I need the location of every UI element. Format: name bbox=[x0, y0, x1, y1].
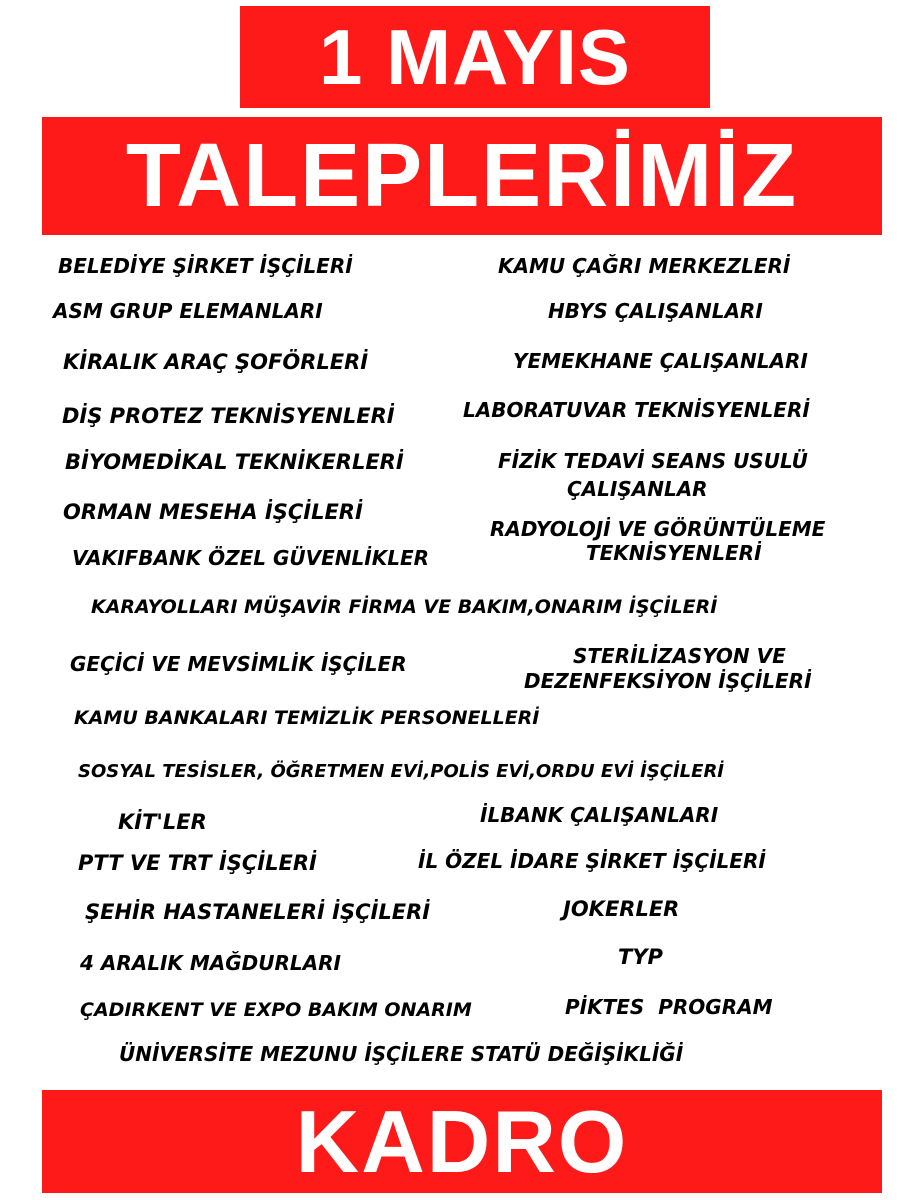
demand-right-4: LABORATUVAR TEKNİSYENLERİ bbox=[463, 398, 810, 422]
demand-left-5: BİYOMEDİKAL TEKNİKERLERİ bbox=[65, 450, 404, 474]
demand-right-7b: DEZENFEKSİYON İŞÇİLERİ bbox=[524, 669, 812, 693]
demand-right-11: TYP bbox=[618, 945, 663, 969]
demand-right-5b: ÇALIŞANLAR bbox=[567, 477, 708, 501]
header-title-line2: TALEPLERİMİZ bbox=[125, 125, 799, 226]
demand-right-8: İLBANK ÇALIŞANLARI bbox=[480, 803, 719, 827]
footer-banner-kadro bbox=[42, 1090, 882, 1193]
demand-right-6b: TEKNİSYENLERİ bbox=[586, 541, 762, 565]
demand-left-8: GEÇİCİ VE MEVSİMLİK İŞÇİLER bbox=[70, 652, 407, 676]
demand-left-6: ORMAN MESEHA İŞÇİLERİ bbox=[63, 500, 363, 524]
demand-right-1: KAMU ÇAĞRI MERKEZLERİ bbox=[498, 254, 791, 278]
demand-left-14: ÇADIRKENT VE EXPO BAKIM ONARIM bbox=[80, 999, 472, 1021]
demand-wide-3: ÜNİVERSİTE MEZUNU İŞÇİLERE STATÜ DEĞİŞİKLİĞİ bbox=[119, 1042, 684, 1066]
header-title-line1: 1 MAYIS bbox=[319, 12, 631, 101]
demand-right-3: YEMEKHANE ÇALIŞANLARI bbox=[513, 349, 808, 373]
footer-label: KADRO bbox=[295, 1091, 629, 1191]
header-banner-1-mayis bbox=[240, 6, 710, 108]
demand-left-7: VAKIFBANK ÖZEL GÜVENLİKLER bbox=[72, 546, 430, 570]
demand-left-10: KİT'LER bbox=[118, 810, 207, 834]
demand-left-11: PTT VE TRT İŞÇİLERİ bbox=[78, 851, 317, 875]
demand-left-1: BELEDİYE ŞİRKET İŞÇİLERİ bbox=[58, 254, 353, 278]
demand-left-9: KAMU BANKALARI TEMİZLİK PERSONELLERİ bbox=[74, 707, 540, 729]
header-banner-taleplerimiz bbox=[42, 117, 882, 235]
demand-left-2: ASM GRUP ELEMANLARI bbox=[53, 299, 323, 323]
demand-right-12: PİKTES PROGRAM bbox=[565, 995, 773, 1019]
demand-right-9: İL ÖZEL İDARE ŞİRKET İŞÇİLERİ bbox=[418, 849, 766, 873]
demand-right-10: JOKERLER bbox=[563, 897, 680, 921]
demand-right-2: HBYS ÇALIŞANLARI bbox=[548, 299, 763, 323]
demand-left-4: DİŞ PROTEZ TEKNİSYENLERİ bbox=[62, 404, 395, 428]
demand-left-13: 4 ARALIK MAĞDURLARI bbox=[80, 951, 341, 975]
demand-left-3: KİRALIK ARAÇ ŞOFÖRLERİ bbox=[63, 350, 369, 374]
demand-right-5a: FİZİK TEDAVİ SEANS USULÜ bbox=[498, 449, 808, 473]
demand-right-7a: STERİLİZASYON VE bbox=[573, 644, 786, 668]
demand-left-12: ŞEHİR HASTANELERİ İŞÇİLERİ bbox=[85, 900, 431, 924]
demand-right-6a: RADYOLOJİ VE GÖRÜNTÜLEME bbox=[490, 517, 826, 541]
demand-wide-2: SOSYAL TESİSLER, ÖĞRETMEN EVİ,POLİS EVİ,ORDU EVİ İŞÇİLERİ bbox=[78, 761, 725, 782]
demand-wide-1: KARAYOLLARI MÜŞAVİR FİRMA VE BAKIM,ONARIM İŞÇİLERİ bbox=[91, 596, 718, 618]
